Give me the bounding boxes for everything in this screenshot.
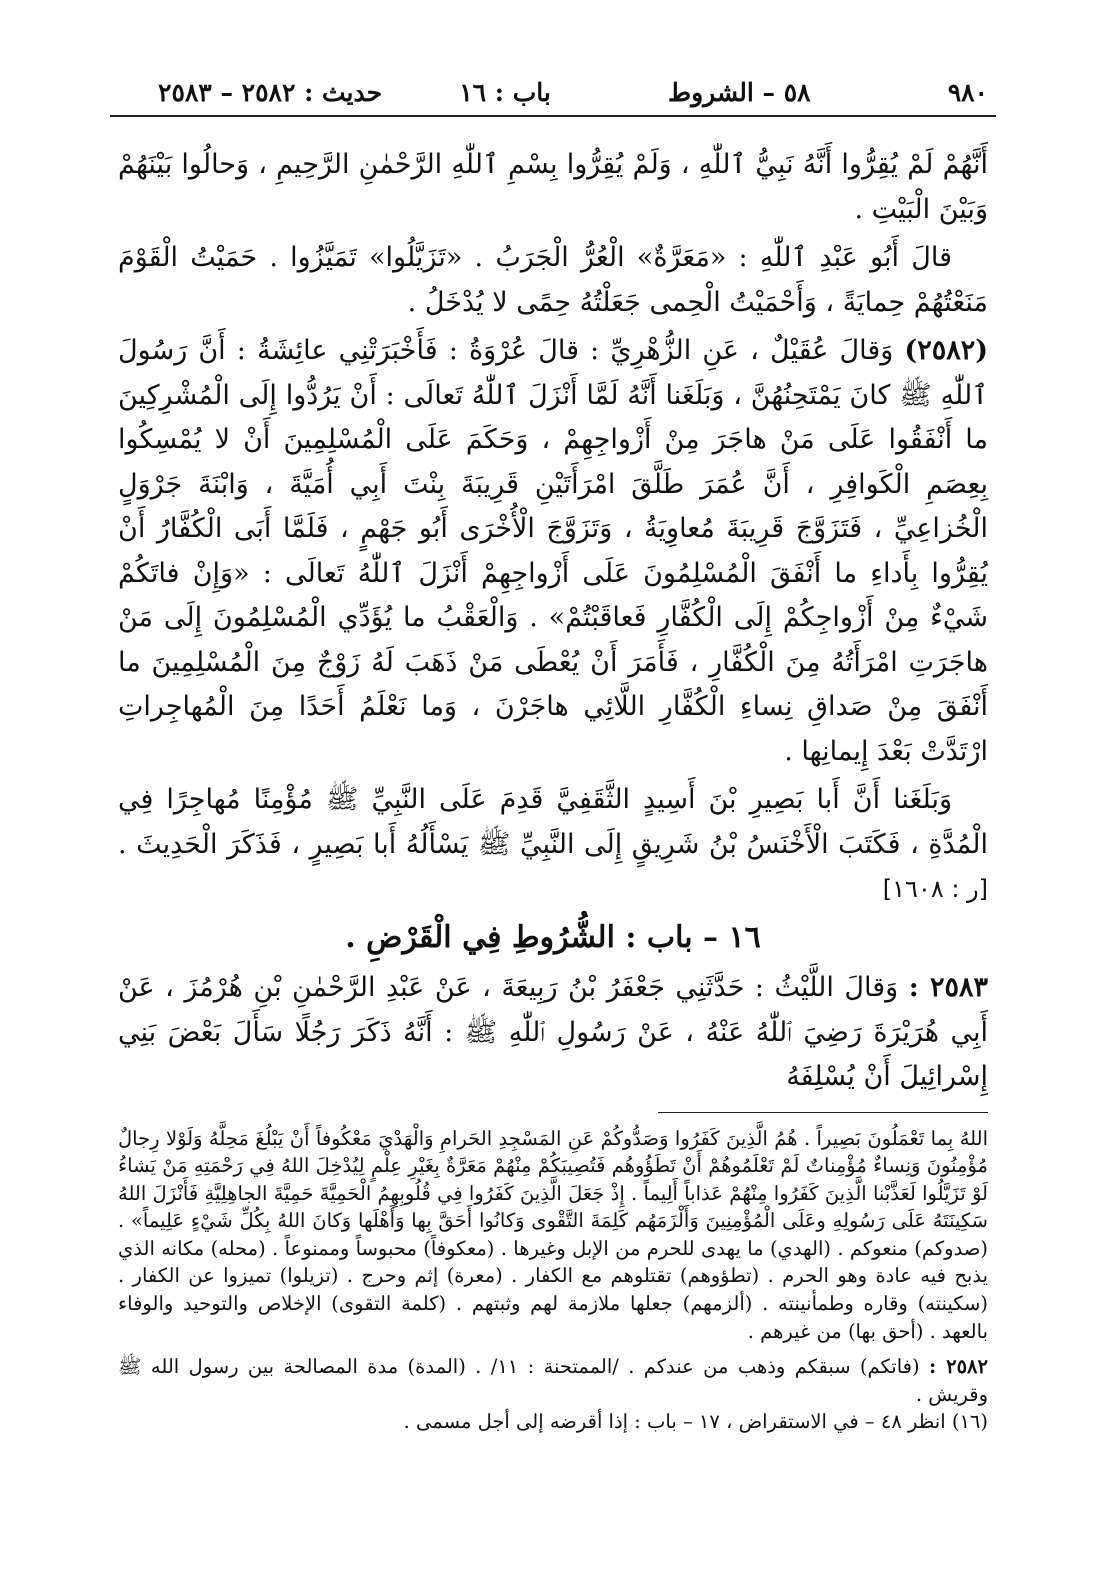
hadith-number-2583: ٢٥٨٣ : xyxy=(908,972,988,1003)
footnote-2582 xyxy=(118,1353,988,1408)
bab-heading: ١٦ – باب : الشُّرُوطِ فِي الْقَرْضِ . xyxy=(345,919,761,955)
page-number: ٩٨٠ xyxy=(947,78,988,107)
bab-number: باب : ١٦ xyxy=(459,78,551,107)
footnote-verse: اللهُ بِما تَعْمَلُونَ بَصِيراً . هُمُ الَّذِينَ كَفَرُوا وَصَدُّوكُمْ عَنِ المَسْجِدِ الحَرامِ وَالْهَدْيَ مَعْكُوفاً أَنْ يَبْلُغَ مَحِلَّهُ وَلَوْلا رِجالٌ مُؤْمِنُونَ وَنِساءٌ مُؤْمِناتٌ لَمْ تَعْلَمُوهُمْ أَنْ تَطَؤُوهُم فَتُصِيبَكُمْ مِنْهُمْ مَعَرَّةٌ بِغَيْرِ عِلْمٍ لِيُدْخِلَ اللهُ فِي رَحْمَتِهِ مَنْ يَشاءُ لَوْ تَزَيَّلُوا لَعَذَّبْنا الَّذِينَ كَفَرُوا مِنْهُمْ عَذاباً أَلِيماً . إِذْ جَعَلَ الَّذِينَ كَفَرُوا فِي قُلُوبِهِمُ الْحَمِيَّةَ حَمِيَّةَ الجاهِلِيَّةِ فَأَنْزَلَ اللهُ سَكِينَتَهُ عَلَى رَسُولِهِ وعَلَى الْمُؤْمِنِينَ وَأَلْزَمَهُم كَلِمَةَ التَّقْوى وَكانُوا أَحَقَّ بِها وَأَهْلَها وَكانَ اللهُ بِكُلِّ شَيْءٍ عَلِيماً» . (صدوكم) منعوكم . (الهدي) ما يهدى للحرم من الإبل وغيرها . (معكوفاً) محبوساً وممنوعاً . (محله) مكانه الذي يذبح فيه عادة وهو الحرم . (تطؤوهم) تقتلوهم مع الكفار . (معرة) إثم وحرج . (تزيلوا) تميزوا عن الكفار . (سكينته) وقاره وطمأنينته . (ألزمهم) جعلها ملازمة لهم وثبتهم . (كلمة التقوى) الإخلاص والتوحيد والوفاء بالعهد . (أحق بها) من غيرهم . xyxy=(118,1126,988,1343)
hadith-2583 xyxy=(118,966,988,1100)
footnote-divider xyxy=(658,1112,988,1113)
paragraph-4 xyxy=(118,778,988,912)
footnotes xyxy=(118,1125,988,1437)
footnote-number-2582: ٢٥٨٢ : xyxy=(928,1355,988,1379)
footnote-2582-text: (فاتكم) سبقكم وذهب من عندكم . /الممتحنة : ١١/ . (المدة) مدة المصالحة بين رسول الله ﷺ وقريش . xyxy=(118,1355,988,1406)
hadith-range: حديث : ٢٥٨٢ – ٢٥٨٣ xyxy=(158,78,383,107)
paragraph-4-text: وَبَلَغَنا أَنَّ أَبا بَصِيرِ بْنَ أَسِيدٍ الثَّقَفِيَّ قَدِمَ عَلَى النَّبِيِّ ﷺ مُؤْمِنًا مُهاجِرًا فِي الْمُدَّةِ ، فَكَتَبَ الْأَخْنَسُ بْنُ شَرِيقٍ إِلَى النَّبِيِّ ﷺ يَسْأَلُهُ أَبا بَصِيرٍ ، فَذَكَرَ الْحَدِيثَ . xyxy=(118,784,988,860)
running-header xyxy=(110,78,996,117)
hadith-2582-text: وَقالَ عُقَيْلٌ ، عَنِ الزُّهْرِيِّ : قالَ عُرْوَةُ : فَأَخْبَرَتْنِي عائِشَةُ : أَنَّ رَسُولَ ٱللّٰهِ ﷺ كانَ يَمْتَحِنُهُنَّ ، وَبَلَغَنا أَنَّهُ لَمَّا أَنْزَلَ ٱللّٰهُ تَعالَى : أَنْ يَرُدُّوا إِلَى الْمُشْرِكِينَ ما أَنْفَقُوا عَلَى مَنْ هاجَرَ مِنْ أَزْواجِهِمْ ، وَحَكَمَ عَلَى الْمُسْلِمِينَ أَنْ لا يُمْسِكُوا بِعِصَمِ الْكَوافِرِ ، أَنَّ عُمَرَ طَلَّقَ امْرَأَتَيْنِ قَرِيبَةَ بِنْتَ أَبِي أُمَيَّةَ ، وَابْنَةَ جَرْوَلٍ الْخُزاعِيِّ ، فَتَزَوَّجَ قَرِيبَةَ مُعاوِيَةُ ، وَتَزَوَّجَ الْأُخْرَى أَبُو جَهْمٍ ، فَلَمَّا أَبَى الْكُفَّارُ أَنْ يُقِرُّوا بِأَداءِ ما أَنْفَقَ الْمُسْلِمُونَ عَلَى أَزْواجِهِمْ أَنْزَلَ ٱللّٰهُ تَعالَى : «وَإِنْ فاتَكُمْ شَيْءٌ مِنْ أَزْواجِكُمْ إِلَى الْكُفَّارِ فَعاقَبْتُمْ» . وَالْعَقْبُ ما يُؤَدِّي الْمُسْلِمُونَ إِلَى مَنْ هاجَرَتِ امْرَأَتُهُ مِنَ الْكُفَّارِ ، فَأَمَرَ أَنْ يُعْطَى مَنْ ذَهَبَ لَهُ زَوْجٌ مِنَ الْمُسْلِمِينَ ما أَنْفَقَ مِنْ صَداقِ نِساءِ الْكُفَّارِ اللَّائِي هاجَرْنَ ، وَما نَعْلَمُ أَحَدًا مِنَ الْمُهاجِراتِ ارْتَدَّتْ بَعْدَ إِيمانِها . xyxy=(118,335,988,767)
hadith-2582 xyxy=(118,329,988,774)
footnote-16: (١٦) انظر ٤٨ – في الاستقراض ، ١٧ – باب : إذا أقرضه إلى أجل مسمى . xyxy=(403,1410,988,1434)
chapter-title-header: ٥٨ – الشروط xyxy=(667,78,811,107)
paragraph-1: أَنَّهُمْ لَمْ يُقِرُّوا أَنَّهُ نَبِيُّ ٱللّٰهِ ، وَلَمْ يُقِرُّوا بِسْمِ ٱللّٰهِ الرَّحْمٰنِ الرَّحِيمِ ، وَحالُوا بَيْنَهُمْ وَبَيْنَ الْبَيْتِ . xyxy=(118,149,988,225)
cross-reference: [ر : ١٦٠٨] xyxy=(882,875,988,903)
main-text xyxy=(118,143,988,1100)
hadith-number-2582: (٢٥٨٢) xyxy=(904,335,988,366)
paragraph-2: قالَ أَبُو عَبْدِ ٱللّٰهِ : «مَعَرَّةٌ» الْعُرُّ الْجَرَبُ . «تَزَيَّلُوا» تَمَيَّزُوا . حَمَيْتُ الْقَوْمَ مَنَعْتُهُمْ حِمايَةً ، وَأَحْمَيْتُ الْحِمى جَعَلْتُهُ حِمًى لا يُدْخَلُ . xyxy=(118,242,988,318)
hadith-2583-text: وَقالَ اللَّيْثُ : حَدَّثَنِي جَعْفَرُ بْنُ رَبِيعَةَ ، عَنْ عَبْدِ الرَّحْمٰنِ بْنِ هُرْمُزَ ، عَنْ أَبِي هُرَيْرَةَ رَضِيَ ٱللّٰهُ عَنْهُ ، عَنْ رَسُولِ ٱللّٰهِ ﷺ : أَنَّهُ ذَكَرَ رَجُلًا سَأَلَ بَعْضَ بَنِي إِسْرائِيلَ أَنْ يُسْلِفَهُ xyxy=(118,972,988,1092)
